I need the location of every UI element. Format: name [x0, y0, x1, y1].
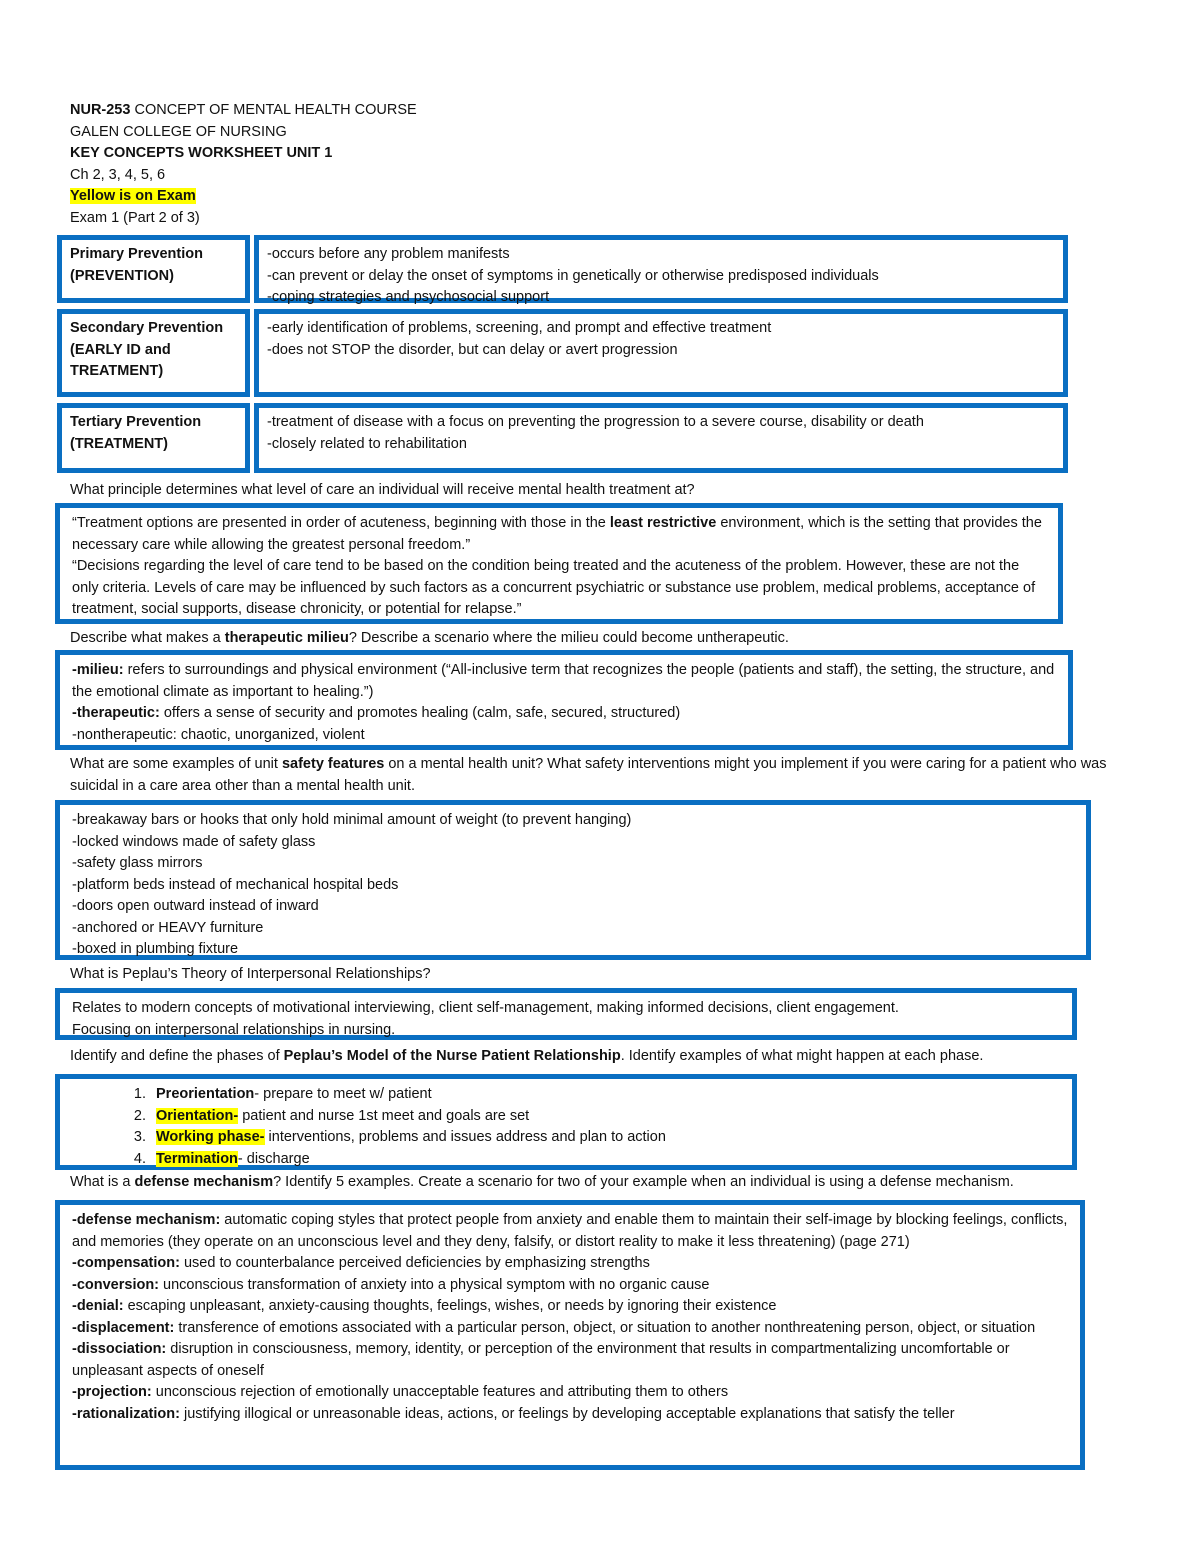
question-peplau-phases: Identify and define the phases of Peplau’s Model of the Nurse Patient Relationship. Identify examples of what might happen at each phase. — [70, 1048, 984, 1064]
defense-item: -conversion: unconscious transformation of anxiety into a physical symptom with no organic cause — [72, 1276, 710, 1293]
safety-item: -doors open outward instead of inward — [72, 898, 319, 914]
defense-item: -denial: escaping unpleasant, anxiety-causing thoughts, feelings, wishes, or needs by ignoring their existence — [72, 1298, 777, 1314]
defense-item: -rationalization: justifying illogical or unreasonable ideas, actions, or feelings by developing acceptable explanations that satisfy the teller — [72, 1405, 955, 1422]
answer-peplau-theory: Relates to modern concepts of motivational interviewing, client self-management, making informed decisions, client engagement. Focusing on interpersonal relationships in nursing. — [55, 988, 1077, 1040]
worksheet-title: KEY CONCEPTS WORKSHEET UNIT 1 — [70, 145, 333, 161]
defense-item: -projection: unconscious rejection of emotionally unacceptable features and attributing them to others — [72, 1384, 729, 1400]
course-title: NUR-253 CONCEPT OF MENTAL HEALTH COURSE — [70, 102, 417, 118]
exam-note: Yellow is on Exam — [70, 188, 196, 204]
answer-therapeutic-milieu: -milieu: refers to surroundings and physical environment (“All-inclusive term that recognizes the people (patients and staff), the setting, the structure, and the emotional climate as important to healing.”) -therapeutic: offers a sense of security and promotes healing (calm, safe, secured, structured) -nontherapeutic: chaotic, unorganized, violent — [55, 650, 1073, 750]
answer-defense-mechanisms — [55, 1200, 1085, 1470]
phase-item: 1. Preorientation- prepare to meet w/ patient — [150, 1084, 1062, 1106]
defense-item: -displacement: transference of emotions associated with a particular person, object, or situation to another nonthreatening person, object, or situation — [72, 1319, 1036, 1336]
safety-item: -anchored or HEAVY furniture — [72, 919, 264, 936]
question-safety-features: What are some examples of unit safety features on a mental health unit? What safety interventions might you implement if you were caring for a patient who was suicidal in a care area other than a mental health unit. — [70, 756, 1107, 794]
safety-item: -safety glass mirrors — [72, 855, 203, 871]
secondary-prevention-label: Secondary Prevention (EARLY ID and TREATMENT) — [57, 309, 250, 397]
primary-prevention-desc: -occurs before any problem manifests -can prevent or delay the onset of symptoms in genetically or otherwise predisposed individuals -coping strategies and psychosocial support — [254, 235, 1068, 303]
defense-item: -defense mechanism: automatic coping styles that protect people from anxiety and enable them to maintain their self-image by blocking feelings, conflicts, and memories (they operate on an unconscious level and they deny, falsify, or distort reality to make it less threatening) (page 271) — [72, 1212, 1068, 1250]
exam-part: Exam 1 (Part 2 of 3) — [70, 209, 200, 226]
phase-item: 2. Orientation- patient and nurse 1st meet and goals are set — [150, 1106, 1062, 1128]
answer-level-of-care: “Treatment options are presented in order of acuteness, beginning with those in the least restrictive environment, which is the setting that provides the necessary care while allowing the greatest personal freedom.” “Decisions regarding the level of care tend to be based on the condition being treated and the acuteness of the problem. However, these are not the only criteria. Levels of care may be influenced by such factors as a concurrent psychiatric or substance use problem, medical problems, acceptance of treatment, social supports, disease chronicity, or potential for relapse.” — [55, 503, 1063, 624]
question-defense-mechanism: What is a defense mechanism? Identify 5 examples. Create a scenario for two of your example when an individual is using a defense mechanism. — [70, 1174, 1014, 1190]
defense-item: -dissociation: disruption in consciousness, memory, identity, or perception of the environment that results in compartmentalizing uncomfortable or unpleasant aspects of oneself — [72, 1341, 1010, 1379]
college-name: GALEN COLLEGE OF NURSING — [70, 123, 287, 140]
answer-safety-features — [55, 800, 1091, 960]
chapters: Ch 2, 3, 4, 5, 6 — [70, 166, 166, 183]
question-peplau-theory: What is Peplau’s Theory of Interpersonal Relationships? — [70, 966, 431, 982]
defense-item: -compensation: used to counterbalance perceived deficiencies by emphasizing strengths — [72, 1255, 650, 1271]
document-header — [70, 100, 417, 229]
safety-item: -platform beds instead of mechanical hospital beds — [72, 876, 399, 893]
primary-prevention-label: Primary Prevention (PREVENTION) — [57, 235, 250, 303]
answer-peplau-phases — [55, 1074, 1077, 1170]
safety-item: -breakaway bars or hooks that only hold minimal amount of weight (to prevent hanging) — [72, 812, 632, 828]
safety-item: -locked windows made of safety glass — [72, 833, 316, 850]
secondary-prevention-desc: -early identification of problems, screening, and prompt and effective treatment -does not STOP the disorder, but can delay or avert progression — [254, 309, 1068, 397]
question-therapeutic-milieu: Describe what makes a therapeutic milieu? Describe a scenario where the milieu could become untherapeutic. — [70, 630, 789, 646]
question-level-of-care: What principle determines what level of care an individual will receive mental health treatment at? — [70, 482, 695, 498]
tertiary-prevention-desc: -treatment of disease with a focus on preventing the progression to a severe course, disability or death -closely related to rehabilitation — [254, 403, 1068, 473]
safety-item: -boxed in plumbing fixture — [72, 941, 239, 957]
phase-item: 4. Termination- discharge — [150, 1149, 1062, 1171]
tertiary-prevention-label: Tertiary Prevention (TREATMENT) — [57, 403, 250, 473]
phase-item: 3. Working phase- interventions, problems and issues address and plan to action — [150, 1127, 1062, 1149]
